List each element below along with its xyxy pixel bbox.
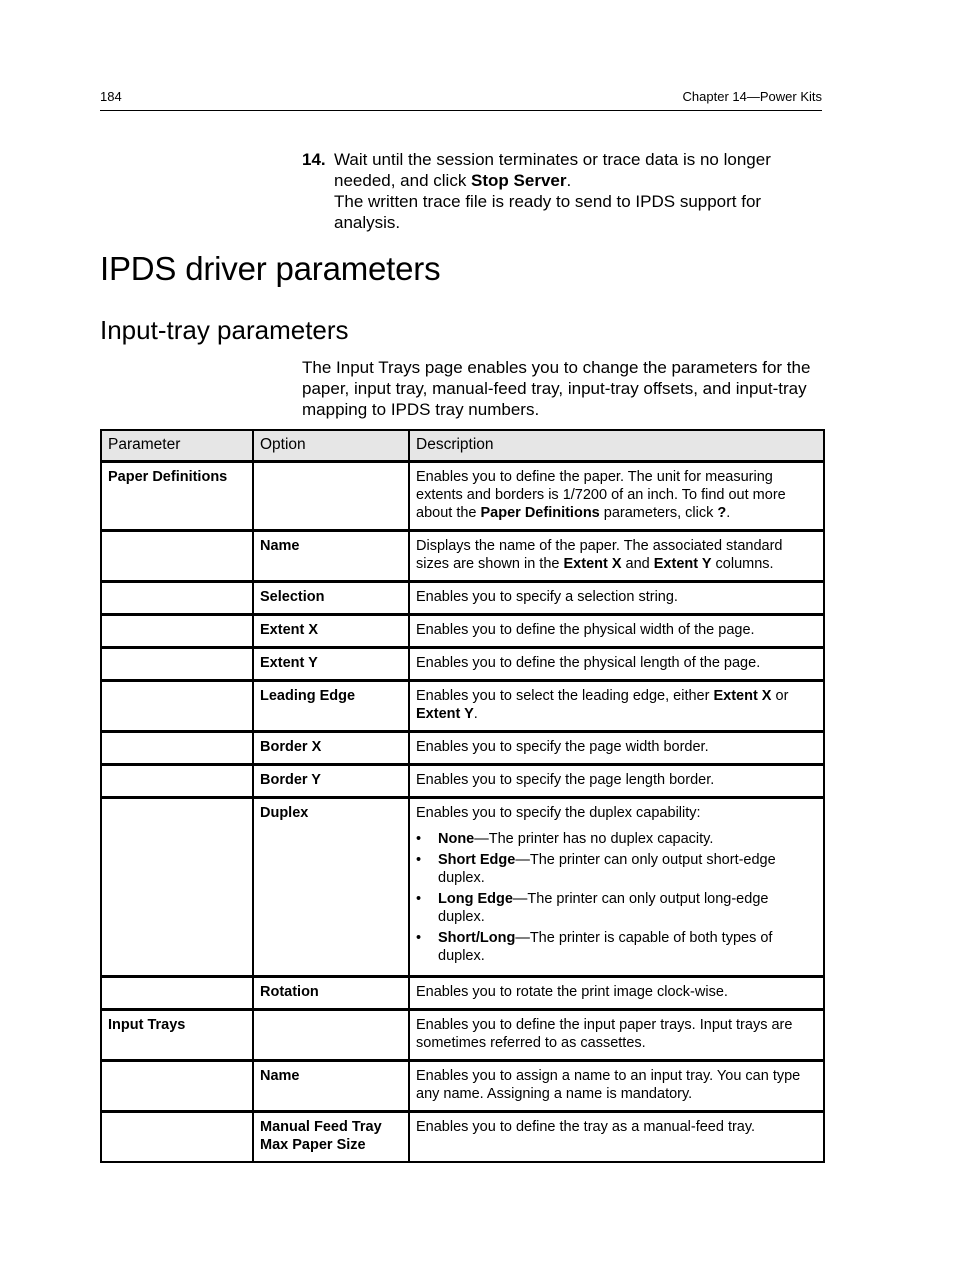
option-cell: Border Y <box>253 765 409 798</box>
table-row <box>101 1061 824 1112</box>
description-cell: Enables you to specify the page width border. <box>409 732 824 765</box>
page-number: 184 <box>100 89 122 104</box>
desc-text: or <box>771 688 789 704</box>
parameter-cell <box>101 582 253 615</box>
step-text: Wait until the session terminates or trace data is no longer needed, and click <box>334 150 771 190</box>
bullet-icon: • <box>416 891 422 907</box>
desc-bold: Paper Definitions <box>480 505 600 521</box>
description-cell <box>409 798 824 977</box>
parameter-cell <box>101 615 253 648</box>
parameter-cell <box>101 648 253 681</box>
desc-bold: Extent Y <box>653 556 712 572</box>
header-description: Description <box>409 430 824 462</box>
step-line2: The written trace file is ready to send to IPDS support for analysis. <box>334 192 762 232</box>
bullet-icon: • <box>416 831 422 847</box>
description-cell: Enables you to define the input paper trays. Input trays are sometimes referred to as cassettes. <box>409 1010 824 1061</box>
desc-bold: ? <box>717 505 727 521</box>
item-text: —The printer has no duplex capacity. <box>474 831 714 847</box>
item-bold: Long Edge <box>438 891 513 907</box>
item-bold: Short/Long <box>438 930 516 946</box>
parameter-cell <box>101 732 253 765</box>
desc-text: Enables you to define the paper. The unit for measuring extents and borders is 1/7200 of an inch. To find out more about the <box>416 469 786 521</box>
list-item <box>416 890 817 926</box>
option-cell: Name <box>253 1061 409 1112</box>
desc-text: Displays the name of the paper. The associated standard sizes are shown in the <box>416 538 783 572</box>
option-cell <box>253 462 409 531</box>
page-header <box>100 88 822 111</box>
parameter-cell: Input Trays <box>101 1010 253 1061</box>
step-14 <box>302 149 822 233</box>
item-text: —The printer is capable of both types of duplex. <box>438 930 773 964</box>
list-item <box>416 851 817 887</box>
option-cell: Duplex <box>253 798 409 977</box>
table-row <box>101 681 824 732</box>
table-row <box>101 531 824 582</box>
parameter-cell <box>101 1061 253 1112</box>
table-row <box>101 582 824 615</box>
option-cell: Manual Feed Tray Max Paper Size <box>253 1112 409 1163</box>
section-title: IPDS driver parameters <box>100 250 441 287</box>
duplex-intro: Enables you to specify the duplex capability: <box>416 805 701 821</box>
option-cell: Rotation <box>253 977 409 1010</box>
description-cell: Enables you to rotate the print image clock-wise. <box>409 977 824 1010</box>
duplex-list <box>416 830 817 965</box>
parameter-cell <box>101 765 253 798</box>
list-item <box>416 830 817 848</box>
description-cell: Enables you to define the tray as a manual-feed tray. <box>409 1112 824 1163</box>
parameter-cell <box>101 531 253 582</box>
desc-bold: Extent X <box>713 688 772 704</box>
desc-bold: Extent Y <box>416 706 474 722</box>
subsection-title: Input-tray parameters <box>100 315 349 345</box>
bullet-icon: • <box>416 930 422 946</box>
parameter-cell <box>101 1112 253 1163</box>
description-cell <box>409 531 824 582</box>
item-text: —The printer can only output long-edge duplex. <box>438 891 769 925</box>
option-cell: Border X <box>253 732 409 765</box>
parameter-cell <box>101 977 253 1010</box>
header-parameter: Parameter <box>101 430 253 462</box>
table-row <box>101 462 824 531</box>
desc-text: parameters, click <box>599 505 718 521</box>
option-cell: Leading Edge <box>253 681 409 732</box>
option-cell: Extent X <box>253 615 409 648</box>
input-tray-parameters-table <box>100 429 825 1163</box>
desc-text: columns. <box>711 556 774 572</box>
table-row <box>101 765 824 798</box>
desc-bold: Extent X <box>563 556 622 572</box>
description-cell <box>409 681 824 732</box>
item-bold: None <box>438 831 475 847</box>
chapter-title: Chapter 14—Power Kits <box>682 89 822 104</box>
description-cell <box>409 462 824 531</box>
table-row <box>101 1112 824 1163</box>
description-cell: Enables you to assign a name to an input tray. You can type any name. Assigning a name is mandatory. <box>409 1061 824 1112</box>
description-cell: Enables you to define the physical width of the page. <box>409 615 824 648</box>
step-body <box>334 149 822 233</box>
table-row <box>101 648 824 681</box>
parameter-cell <box>101 798 253 977</box>
description-cell: Enables you to specify a selection string. <box>409 582 824 615</box>
option-cell: Name <box>253 531 409 582</box>
list-item <box>416 929 817 965</box>
bullet-icon: • <box>416 852 422 868</box>
table-row <box>101 615 824 648</box>
step-text-end: . <box>566 171 572 190</box>
parameter-cell <box>101 681 253 732</box>
item-text: —The printer can only output short-edge duplex. <box>438 852 776 886</box>
stop-server-label: Stop Server <box>471 171 567 190</box>
option-cell: Selection <box>253 582 409 615</box>
table-row <box>101 977 824 1010</box>
table-header-row <box>101 430 824 462</box>
option-cell: Extent Y <box>253 648 409 681</box>
desc-text: Enables you to select the leading edge, either <box>416 688 714 704</box>
item-bold: Short Edge <box>438 852 516 868</box>
description-cell: Enables you to define the physical length of the page. <box>409 648 824 681</box>
step-number: 14. <box>302 150 326 169</box>
table-row <box>101 732 824 765</box>
parameter-cell: Paper Definitions <box>101 462 253 531</box>
desc-text: and <box>621 556 654 572</box>
table-row <box>101 798 824 977</box>
header-option: Option <box>253 430 409 462</box>
desc-text: . <box>726 505 731 521</box>
table-row <box>101 1010 824 1061</box>
desc-text: . <box>473 706 478 722</box>
option-cell <box>253 1010 409 1061</box>
intro-paragraph: The Input Trays page enables you to change the parameters for the paper, input tray, manual-feed tray, input-tray offsets, and input-tray mapping to IPDS tray numbers. <box>302 358 811 419</box>
description-cell: Enables you to specify the page length border. <box>409 765 824 798</box>
